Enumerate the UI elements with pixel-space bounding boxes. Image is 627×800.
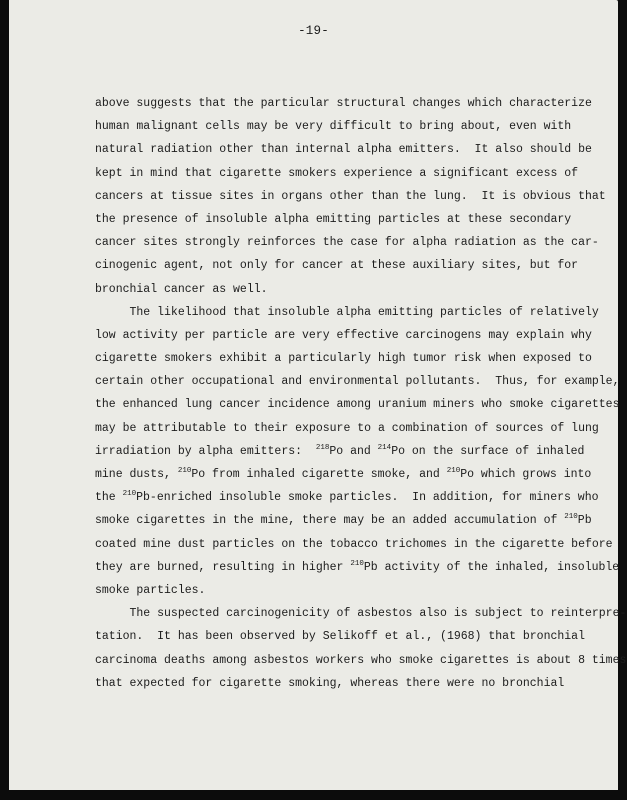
isotope-mass-number: 210 — [446, 467, 461, 475]
text-segment: Po on the surface of inhaled — [391, 444, 585, 458]
text-line: certain other occupational and environmental pollutants. Thus, for example, — [95, 375, 620, 389]
body-text — [95, 92, 627, 695]
text-line: The suspected carcinogenicity of asbestos also is subject to reinterpre- — [95, 607, 627, 621]
paragraph — [95, 602, 627, 695]
text-line: The likelihood that insoluble alpha emitting particles of relatively — [95, 305, 599, 319]
text-segment: the — [95, 491, 123, 505]
text-line — [95, 486, 599, 509]
text-segment: mine dusts, — [95, 468, 178, 481]
text-line: cancers at tissue sites in organs other than the lung. It is obvious that — [95, 189, 606, 203]
text-line — [95, 556, 620, 579]
text-line: human malignant cells may be very difficult to bring about, even with — [95, 120, 572, 134]
isotope-mass-number: 210 — [177, 467, 192, 475]
text-line: coated mine dust particles on the tobacco trichomes in the cigarette before — [95, 537, 613, 551]
text-line: smoke particles. — [95, 583, 206, 597]
paragraph — [95, 301, 620, 602]
isotope-mass-number: 214 — [377, 443, 392, 452]
isotope-mass-number: 218 — [315, 443, 330, 452]
isotope-mass-number: 210 — [564, 513, 578, 522]
text-line: natural radiation other than internal alpha emitters. It also should be — [95, 143, 592, 157]
paper-sheet — [9, 0, 627, 790]
text-segment: Po which grows into — [460, 468, 592, 481]
text-segment: smoke cigarettes in the mine, there may be an added accumulation of — [95, 514, 565, 528]
isotope-mass-number: 210 — [350, 559, 364, 568]
text-line: cinogenic agent, not only for cancer at these auxiliary sites, but for — [95, 259, 579, 273]
text-line — [95, 509, 592, 532]
text-line: carcinoma deaths among asbestos workers who smoke cigarettes is about 8 times — [95, 653, 627, 667]
paragraph — [95, 92, 606, 301]
text-line: low activity per particle are very effective carcinogens may explain why — [95, 328, 592, 342]
text-line: the presence of insoluble alpha emitting particles at these secondary — [95, 212, 572, 226]
isotope-mass-number: 210 — [122, 490, 137, 499]
text-segment: they are burned, resulting in higher — [95, 560, 351, 574]
text-line: above suggests that the particular structural changes which characterize — [95, 97, 592, 110]
page-number: -19- — [298, 24, 329, 38]
text-line — [95, 440, 585, 463]
text-line: bronchial cancer as well. — [95, 282, 268, 296]
text-line: kept in mind that cigarette smokers experience a significant excess of — [95, 166, 579, 180]
text-line: may be attributable to their exposure to a combination of sources of lung — [95, 421, 599, 435]
text-line: cancer sites strongly reinforces the case for alpha radiation as the car- — [95, 236, 599, 250]
text-segment: Pb activity of the inhaled, insoluble — [363, 560, 620, 574]
text-segment: irradiation by alpha emitters: — [95, 444, 316, 458]
text-segment: Po from inhaled cigarette smoke, and — [191, 468, 447, 481]
text-segment: Pb — [577, 514, 592, 528]
text-segment: Po and — [329, 444, 378, 458]
text-line: cigarette smokers exhibit a particularly high tumor risk when exposed to — [95, 352, 592, 366]
text-line — [95, 463, 592, 486]
text-line: tation. It has been observed by Selikoff et al., (1968) that bronchial — [95, 630, 585, 644]
text-segment: Pb-enriched insoluble smoke particles. In addition, for miners who — [136, 491, 599, 505]
text-line: that expected for cigarette smoking, whereas there were no bronchial — [95, 676, 565, 690]
text-line: the enhanced lung cancer incidence among uranium miners who smoke cigarettes — [95, 398, 620, 412]
